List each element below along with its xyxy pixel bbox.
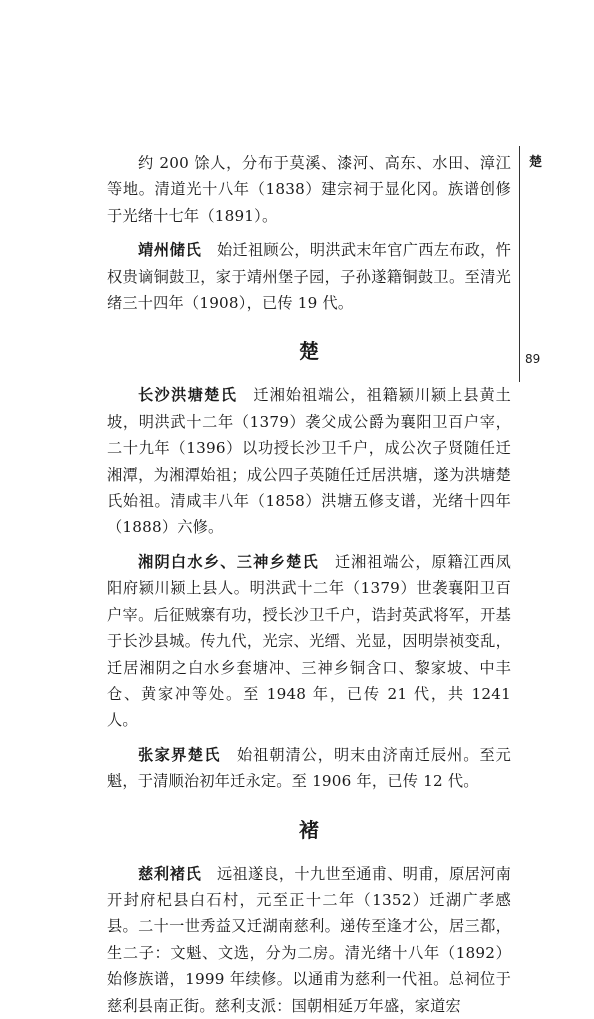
entry-text: 始迁祖顾公，明洪武末年官广西左布政，忤权贵谪铜鼓卫，家于靖州堡子园，子孙遂籍铜鼓卫。至清光绪三十四年（1908），已传 19 代。 [107, 241, 511, 313]
entry-title: 慈利褚氏 [138, 864, 202, 883]
surname-heading: 褚 [299, 817, 319, 842]
entry-text: 始祖朝清公，明末由济南迁辰州。至元魁，于清顺治初年迁永定。至 1906 年，已传 12 代。 [107, 745, 511, 791]
entry-text: 迁湘祖端公，原籍江西凤阳府颍川颍上县人。明洪武十二年（1379）世袭襄阳卫百户宰。后征贼寨有功，授长沙卫千户，诰封英武将军，开基于长沙县城。传九代，光宗、光缙、光显，因明崇祯变乱，迁居湘阴之白水乡套塘冲、三神乡铜含口、黎家坡、中丰仓、黄家冲等处。至 1948 年，已传 21 代，共 1241 人。 [107, 552, 511, 730]
entry-title: 湘阴白水乡、三神乡楚氏 [138, 552, 319, 571]
entry-changsha-hongtang [107, 382, 511, 540]
entry-text: 远祖遂良，十九世至通甫、明甫，原居河南开封府杞县白石村，元至正十二年（1352）迁湖广孝感县。二十一世秀益又迁湖南慈利。递传至逢才公，居三都，生二子：文魁、文选，分为二房。清光绪十八年（1892）始修族谱，1999 年续修。以通甫为慈利一代祖。总祠位于慈利县南正街。慈利支派：国朝相延万年盛，家道宏 [107, 864, 511, 1015]
entry-xiangyin [107, 549, 511, 734]
running-head-char: 楚 [529, 155, 543, 170]
entry-title: 张家界楚氏 [138, 745, 221, 764]
entry-title: 靖州储氏 [138, 241, 202, 260]
surname-heading: 楚 [299, 339, 319, 364]
main-text [107, 150, 511, 1019]
paragraph-continued: 约 200 馀人，分布于莫溪、漆河、高东、水田、漳江等地。清道光十八年（1838）建宗祠于显化冈。族谱创修于光绪十七年（1891）。 [107, 154, 511, 225]
entry-cili [107, 861, 511, 1019]
entry-text: 迁湘始祖端公，祖籍颍川颍上县黄土坡，明洪武十二年（1379）袭父成公爵为襄阳卫百户宰，二十九年（1396）以功授长沙卫千户，成公次子贤随任迁湘潭，为湘潭始祖；成公四子英随任迁居洪塘，遂为洪塘楚氏始祖。清咸丰八年（1858）洪塘五修支谱，光绪十四年（1888）六修。 [107, 386, 511, 537]
entry-zhangjiajie [107, 742, 511, 795]
margin-rule [519, 146, 520, 382]
entry-jingzhou-chu [107, 237, 511, 316]
entry-title: 长沙洪塘楚氏 [138, 386, 238, 405]
page-number: 89 [525, 352, 541, 366]
